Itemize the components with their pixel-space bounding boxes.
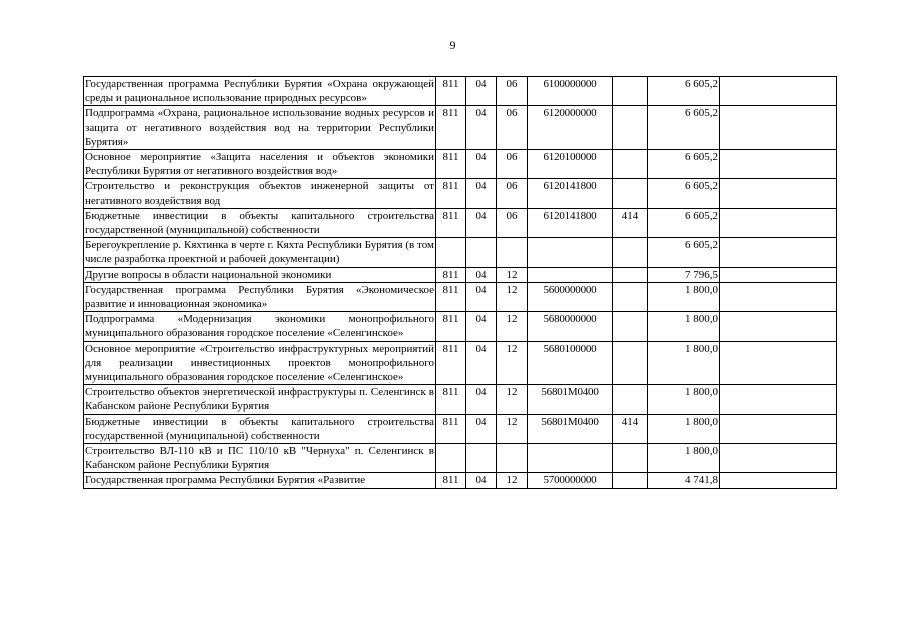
- row-name-cell: Государственная программа Республики Бурятия «Охрана окружающей среды и рациональное использование природных ресурсов»: [85, 78, 434, 105]
- expense-type-cell: [613, 282, 648, 311]
- target-article-cell: [528, 267, 613, 282]
- grbs-cell: 811: [436, 385, 466, 414]
- subsection-cell: [497, 238, 528, 267]
- row-name-cell: Подпрограмма «Модернизация экономики монопрофильного муниципального образования городское поселение «Селенгинское»: [85, 313, 434, 340]
- grbs-cell: 811: [436, 77, 466, 106]
- subsection-cell: 06: [497, 208, 528, 237]
- amount-cell: 6 605,2: [648, 77, 720, 106]
- extra-cell: [720, 77, 837, 106]
- amount-cell: 6 605,2: [648, 238, 720, 267]
- section-cell: [466, 444, 497, 473]
- row-name-cell: Берегоукрепление р. Кяхтинка в черте г. Кяхта Республики Бурятия (в том числе разработка проектной и рабочей документации): [85, 239, 434, 266]
- extra-cell: [720, 106, 837, 150]
- section-cell: 04: [466, 473, 497, 488]
- grbs-cell: 811: [436, 106, 466, 150]
- expense-type-cell: [613, 267, 648, 282]
- amount-cell: 1 800,0: [648, 385, 720, 414]
- grbs-cell: 811: [436, 414, 466, 443]
- extra-cell: [720, 150, 837, 179]
- subsection-cell: 12: [497, 282, 528, 311]
- expense-type-cell: [613, 341, 648, 385]
- extra-cell: [720, 341, 837, 385]
- section-cell: 04: [466, 106, 497, 150]
- extra-cell: [720, 238, 837, 267]
- row-name-cell: Строительство и реконструкция объектов инженерной защиты от негативного воздействия вод: [85, 180, 434, 207]
- section-cell: 04: [466, 77, 497, 106]
- extra-cell: [720, 473, 837, 488]
- subsection-cell: 12: [497, 267, 528, 282]
- table-body: [84, 77, 837, 489]
- expense-type-cell: [613, 312, 648, 341]
- row-name-cell: Строительство ВЛ-110 кВ и ПС 110/10 кВ "Чернуха" п. Селенгинск в Кабанском районе Республики Бурятия: [85, 445, 434, 472]
- grbs-cell: 811: [436, 179, 466, 208]
- subsection-cell: 06: [497, 150, 528, 179]
- section-cell: 04: [466, 179, 497, 208]
- grbs-cell: 811: [436, 473, 466, 488]
- expense-type-cell: [613, 385, 648, 414]
- section-cell: 04: [466, 267, 497, 282]
- target-article-cell: 6120141800: [528, 179, 613, 208]
- amount-cell: 1 800,0: [648, 414, 720, 443]
- grbs-cell: 811: [436, 341, 466, 385]
- table-row: [84, 312, 837, 341]
- amount-cell: 6 605,2: [648, 106, 720, 150]
- expense-type-cell: [613, 106, 648, 150]
- section-cell: 04: [466, 312, 497, 341]
- budget-table: [83, 76, 837, 489]
- page-number: 9: [449, 38, 456, 52]
- row-name-cell: Бюджетные инвестиции в объекты капитального строительства государственной (муниципальной) собственности: [85, 209, 434, 237]
- section-cell: 04: [466, 208, 497, 237]
- section-cell: [466, 238, 497, 267]
- expense-type-cell: [613, 77, 648, 106]
- expense-type-cell: 414: [613, 414, 648, 443]
- expense-type-cell: [613, 238, 648, 267]
- row-name-cell: Строительство объектов энергетической инфраструктуры п. Селенгинск в Кабанском районе Республики Бурятия: [85, 386, 434, 413]
- grbs-cell: [436, 238, 466, 267]
- grbs-cell: 811: [436, 208, 466, 237]
- amount-cell: 1 800,0: [648, 312, 720, 341]
- target-article-cell: [528, 444, 613, 473]
- table-row: [84, 341, 837, 385]
- table-row: [84, 179, 837, 208]
- expense-type-cell: [613, 473, 648, 488]
- subsection-cell: 06: [497, 77, 528, 106]
- grbs-cell: 811: [436, 267, 466, 282]
- table-row: [84, 77, 837, 106]
- row-name-cell: Основное мероприятие «Защита населения и объектов экономики Республики Бурятия от негативного воздействия вод»: [85, 151, 434, 178]
- amount-cell: 1 800,0: [648, 282, 720, 311]
- expense-type-cell: [613, 444, 648, 473]
- section-cell: 04: [466, 282, 497, 311]
- row-name-cell: Другие вопросы в области национальной экономики: [84, 267, 436, 282]
- row-name-cell: Бюджетные инвестиции в объекты капитального строительства государственной (муниципальной) собственности: [85, 415, 434, 442]
- row-name-cell: Государственная программа Республики Бурятия «Развитие: [84, 473, 436, 488]
- target-article-cell: 6120000000: [528, 106, 613, 150]
- extra-cell: [720, 179, 837, 208]
- amount-cell: 4 741,8: [648, 473, 720, 488]
- table-row: [84, 106, 837, 150]
- table-row: [84, 385, 837, 414]
- subsection-cell: 12: [497, 312, 528, 341]
- table-row: [84, 444, 837, 473]
- extra-cell: [720, 444, 837, 473]
- amount-cell: 6 605,2: [648, 208, 720, 237]
- extra-cell: [720, 385, 837, 414]
- subsection-cell: [497, 444, 528, 473]
- amount-cell: 6 605,2: [648, 179, 720, 208]
- expense-type-cell: [613, 150, 648, 179]
- table-row: [84, 414, 837, 443]
- amount-cell: 1 800,0: [648, 341, 720, 385]
- amount-cell: 7 796,5: [648, 267, 720, 282]
- table-row: [84, 267, 837, 282]
- subsection-cell: 06: [497, 106, 528, 150]
- extra-cell: [720, 414, 837, 443]
- expense-type-cell: [613, 179, 648, 208]
- grbs-cell: 811: [436, 282, 466, 311]
- table-row: [84, 150, 837, 179]
- target-article-cell: 5700000000: [528, 473, 613, 488]
- target-article-cell: 5600000000: [528, 282, 613, 311]
- target-article-cell: 6120100000: [528, 150, 613, 179]
- table-row: [84, 208, 837, 237]
- subsection-cell: 12: [497, 414, 528, 443]
- target-article-cell: 56801M0400: [528, 414, 613, 443]
- extra-cell: [720, 267, 837, 282]
- extra-cell: [720, 208, 837, 237]
- amount-cell: 1 800,0: [648, 444, 720, 473]
- section-cell: 04: [466, 385, 497, 414]
- grbs-cell: 811: [436, 312, 466, 341]
- subsection-cell: 12: [497, 385, 528, 414]
- subsection-cell: 12: [497, 473, 528, 488]
- section-cell: 04: [466, 150, 497, 179]
- amount-cell: 6 605,2: [648, 150, 720, 179]
- target-article-cell: 56801M0400: [528, 385, 613, 414]
- grbs-cell: [436, 444, 466, 473]
- subsection-cell: 12: [497, 341, 528, 385]
- table-row: [84, 473, 837, 488]
- target-article-cell: 6120141800: [528, 208, 613, 237]
- subsection-cell: 06: [497, 179, 528, 208]
- row-name-cell: Государственная программа Республики Бурятия «Экономическое развитие и инновационная экономика»: [85, 283, 434, 311]
- row-name-cell: Основное мероприятие «Строительство инфраструктурных мероприятий для реализации инвестиционных проектов монопрофильного муниципального образования городское поселение «Селенгинское»: [85, 342, 434, 384]
- row-name-cell: Подпрограмма «Охрана, рациональное использование водных ресурсов и защита от негативного воздействия вод на территории Республики Бурятия»: [85, 107, 434, 148]
- section-cell: 04: [466, 341, 497, 385]
- target-article-cell: 5680100000: [528, 341, 613, 385]
- table-row: [84, 282, 837, 311]
- target-article-cell: 6100000000: [528, 77, 613, 106]
- extra-cell: [720, 282, 837, 311]
- extra-cell: [720, 312, 837, 341]
- section-cell: 04: [466, 414, 497, 443]
- grbs-cell: 811: [436, 150, 466, 179]
- table-row: [84, 238, 837, 267]
- target-article-cell: [528, 238, 613, 267]
- target-article-cell: 5680000000: [528, 312, 613, 341]
- expense-type-cell: 414: [613, 208, 648, 237]
